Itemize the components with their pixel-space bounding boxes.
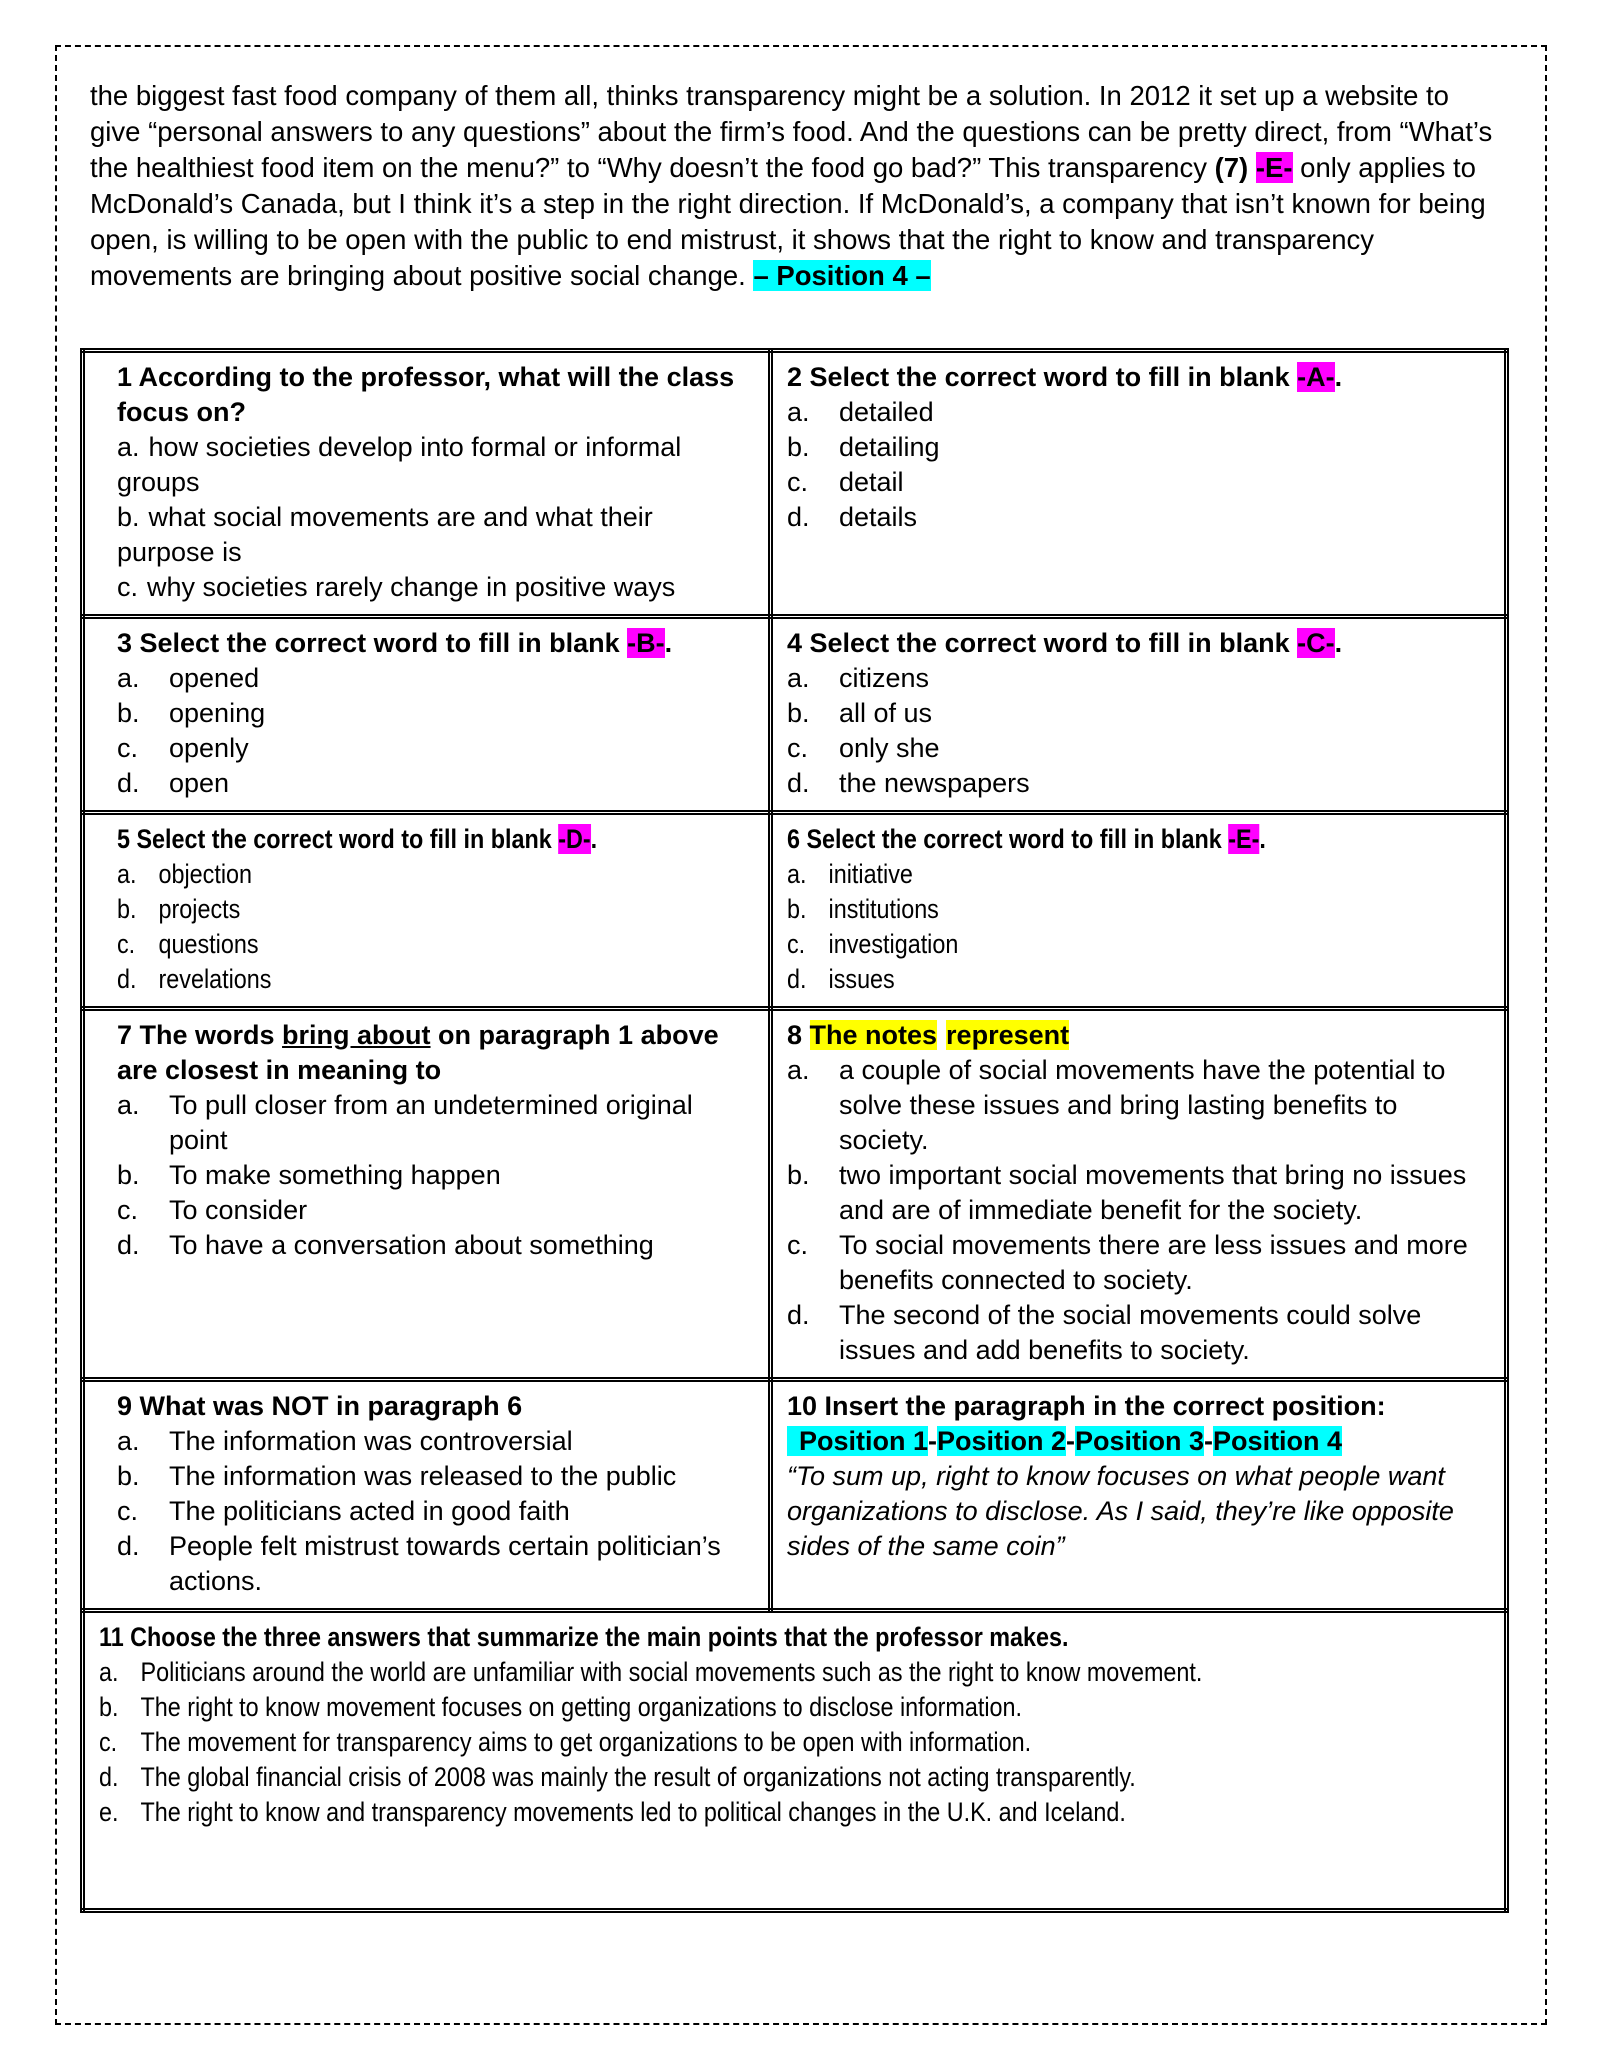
- question-6: [771, 813, 1507, 1009]
- option-text: The information was controversial: [169, 1426, 573, 1456]
- option-row: [117, 892, 754, 927]
- option-text: To social movements there are less issues and more benefits connected to society.: [839, 1230, 1468, 1295]
- option-row: [787, 465, 1490, 500]
- title-text: 4 Select the correct word to fill in blank: [787, 628, 1298, 658]
- question-9-title: 9 What was NOT in paragraph 6: [117, 1391, 523, 1421]
- option-row: [117, 1459, 754, 1494]
- option-row: [117, 1494, 754, 1529]
- blank-e-highlight: -E-: [1255, 152, 1293, 183]
- question-3: [83, 617, 771, 813]
- table-row: [83, 1611, 1507, 1911]
- position-options-line: [787, 1424, 1490, 1459]
- option-label: e.: [99, 1797, 119, 1827]
- option-label: b.: [117, 1461, 140, 1491]
- option-text: investigation: [828, 929, 959, 959]
- title-text: on paragraph 1 above are closest in meaning to: [117, 1020, 719, 1085]
- summary-quote: “To sum up, right to know focuses on what people want organizations to disclose. As I said, they’re like opposite sides of the same coin”: [787, 1461, 1454, 1561]
- option-row: [117, 500, 754, 570]
- option-row: [99, 1725, 1490, 1760]
- option-text: revelations: [158, 964, 272, 994]
- blank-b-highlight: -B-: [627, 628, 665, 658]
- blank-a-highlight: -A-: [1297, 362, 1335, 392]
- option-label: a.: [787, 663, 810, 693]
- option-label: d.: [117, 1230, 140, 1260]
- question-1-title: 1 According to the professor, what will the class focus on?: [117, 362, 735, 427]
- option-row: [787, 892, 1490, 927]
- position-separator: -: [928, 1426, 938, 1456]
- option-text: opened: [169, 663, 260, 693]
- position-separator: -: [1066, 1426, 1076, 1456]
- title-text: .: [1259, 824, 1266, 854]
- option-text: questions: [158, 929, 259, 959]
- option-row: [117, 731, 754, 766]
- option-text: initiative: [828, 859, 913, 889]
- option-label: d.: [787, 502, 810, 532]
- option-label: d.: [99, 1762, 119, 1792]
- option-row: [787, 661, 1490, 696]
- question-7: [83, 1009, 771, 1380]
- option-label: a.: [117, 663, 140, 693]
- option-text: The global financial crisis of 2008 was mainly the result of organizations not acting transparently.: [140, 1762, 1136, 1792]
- question-8-title: [787, 1018, 1490, 1053]
- option-label: c.: [787, 467, 809, 497]
- option-label: c.: [117, 572, 139, 602]
- question-2-title: [787, 360, 1490, 395]
- option-label: b.: [787, 698, 810, 728]
- option-label: c.: [99, 1727, 118, 1757]
- option-text: institutions: [828, 894, 939, 924]
- option-text: The movement for transparency aims to get organizations to be open with information.: [140, 1727, 1032, 1757]
- option-text: The politicians acted in good faith: [169, 1496, 570, 1526]
- option-label: a.: [787, 397, 810, 427]
- title-text: 3 Select the correct word to fill in blank: [117, 628, 628, 658]
- option-label: c.: [117, 1195, 139, 1225]
- paragraph-number-7: (7): [1214, 152, 1256, 183]
- question-11-title: 11 Choose the three answers that summarize the main points that the professor makes.: [99, 1622, 1069, 1652]
- title-text: 7 The words: [117, 1020, 283, 1050]
- option-text: a couple of social movements have the potential to solve these issues and bring lasting benefits to society.: [839, 1055, 1446, 1155]
- option-row: [787, 1228, 1490, 1298]
- question-5-title: [117, 822, 754, 857]
- question-7-title: [117, 1018, 754, 1088]
- option-text: opening: [169, 698, 266, 728]
- option-row: [787, 731, 1490, 766]
- option-text: projects: [158, 894, 241, 924]
- option-text: detailed: [839, 397, 934, 427]
- option-row: [787, 1298, 1490, 1368]
- intro-paragraph: [90, 78, 1504, 294]
- option-text: why societies rarely change in positive ways: [147, 572, 676, 602]
- question-8: [771, 1009, 1507, 1380]
- option-row: [117, 766, 754, 801]
- position-separator: -: [1204, 1426, 1214, 1456]
- option-text: The right to know and transparency movements led to political changes in the U.K. and Iceland.: [140, 1797, 1126, 1827]
- option-text: To make something happen: [169, 1160, 501, 1190]
- option-label: d.: [117, 768, 140, 798]
- question-1: [83, 351, 771, 617]
- option-text: issues: [828, 964, 895, 994]
- option-label: c.: [117, 1496, 139, 1526]
- table-row: [83, 813, 1507, 1009]
- title-text: .: [1334, 628, 1343, 658]
- option-label: a.: [117, 1090, 140, 1120]
- option-row: [117, 661, 754, 696]
- option-label: b.: [787, 1160, 810, 1190]
- title-text: 2 Select the correct word to fill in blank: [787, 362, 1298, 392]
- bring-about-underlined: bring about: [282, 1020, 431, 1050]
- option-row: [117, 570, 754, 605]
- option-label: c.: [117, 733, 139, 763]
- paragraph-text: the biggest fast food company of them all, thinks transparency might be a solution. In 2012 it set up a website to give “personal answers to any questions” about the firm’s food. And the questions can be pretty direct, from “What’s the healthiest food item on the menu?” to “Why doesn’t the food go bad?” This transparency: [90, 80, 1493, 183]
- option-row: [117, 927, 754, 962]
- option-row: [117, 696, 754, 731]
- option-text: The information was released to the public: [169, 1461, 677, 1491]
- paragraph-text: only applies to McDonald’s Canada, but I think it’s a step in the right direction. If McDonald’s, a company that isn’t known for being open, is willing to be open with the public to end mistrust, it shows that the right to know and transparency movements are bringing about positive social change.: [90, 152, 1486, 291]
- position-4-highlight: Position 4: [1213, 1426, 1343, 1456]
- option-text: openly: [169, 733, 249, 763]
- option-row: [787, 430, 1490, 465]
- option-label: a.: [117, 859, 137, 889]
- option-row: [117, 430, 754, 500]
- option-label: d.: [787, 1300, 810, 1330]
- option-label: b.: [117, 502, 140, 532]
- option-label: b.: [117, 1160, 140, 1190]
- position-2-highlight: Position 2: [937, 1426, 1067, 1456]
- option-text: open: [169, 768, 230, 798]
- option-row: [99, 1655, 1490, 1690]
- option-text: To consider: [169, 1195, 308, 1225]
- option-text: detail: [839, 467, 904, 497]
- option-text: The right to know movement focuses on getting organizations to disclose information.: [140, 1692, 1022, 1722]
- option-text: Politicians around the world are unfamiliar with social movements such as the right to know movement.: [140, 1657, 1203, 1687]
- option-text: all of us: [839, 698, 933, 728]
- position-3-highlight: Position 3: [1075, 1426, 1205, 1456]
- option-text: only she: [839, 733, 940, 763]
- the-notes-highlight: The notes: [809, 1020, 938, 1050]
- option-text: detailing: [839, 432, 940, 462]
- option-row: [117, 1529, 754, 1599]
- option-text: To pull closer from an undetermined original point: [169, 1090, 693, 1155]
- option-row: [117, 962, 754, 997]
- option-text: The second of the social movements could solve issues and add benefits to society.: [839, 1300, 1422, 1365]
- option-row: [787, 857, 1490, 892]
- option-text: details: [839, 502, 918, 532]
- question-6-title: [787, 822, 1490, 857]
- option-row: [787, 500, 1490, 535]
- option-label: d.: [787, 768, 810, 798]
- option-label: b.: [787, 432, 810, 462]
- option-label: a.: [117, 432, 140, 462]
- option-row: [117, 1228, 754, 1263]
- option-text: the newspapers: [839, 768, 1030, 798]
- option-label: a.: [787, 859, 807, 889]
- blank-e-highlight: -E-: [1228, 824, 1260, 854]
- option-text: what social movements are and what their purpose is: [117, 502, 653, 567]
- option-label: d.: [117, 964, 137, 994]
- table-row: [83, 1009, 1507, 1380]
- option-row: [99, 1690, 1490, 1725]
- title-text: 5 Select the correct word to fill in blank: [117, 824, 559, 854]
- option-text: citizens: [839, 663, 930, 693]
- option-text: objection: [158, 859, 253, 889]
- question-10: [771, 1380, 1507, 1611]
- option-row: [117, 1424, 754, 1459]
- question-5: [83, 813, 771, 1009]
- option-row: [117, 1088, 754, 1158]
- question-4: [771, 617, 1507, 813]
- blank-c-highlight: -C-: [1297, 628, 1335, 658]
- option-row: [787, 1053, 1490, 1158]
- table-row: [83, 617, 1507, 813]
- option-label: d.: [117, 1531, 140, 1561]
- option-row: [117, 857, 754, 892]
- title-text: 8: [787, 1020, 810, 1050]
- represent-highlight: represent: [946, 1020, 1070, 1050]
- option-row: [99, 1795, 1490, 1830]
- page-content: [80, 78, 1504, 1913]
- question-2: [771, 351, 1507, 617]
- title-text: .: [590, 824, 598, 854]
- question-4-title: [787, 626, 1490, 661]
- option-row: [787, 696, 1490, 731]
- option-label: c.: [787, 1230, 809, 1260]
- option-label: c.: [787, 929, 806, 959]
- table-row: [83, 351, 1507, 617]
- option-row: [787, 927, 1490, 962]
- option-row: [99, 1760, 1490, 1795]
- question-9: [83, 1380, 771, 1611]
- position-1-highlight: Position 1: [787, 1426, 928, 1456]
- option-row: [787, 766, 1490, 801]
- option-label: b.: [787, 894, 807, 924]
- question-10-title: 10 Insert the paragraph in the correct position:: [787, 1391, 1386, 1421]
- option-row: [787, 962, 1490, 997]
- title-text: 6 Select the correct word to fill in blank: [787, 824, 1229, 854]
- option-label: b.: [117, 894, 137, 924]
- option-label: a.: [787, 1055, 810, 1085]
- option-label: b.: [117, 698, 140, 728]
- position-4-highlight: – Position 4 –: [753, 260, 931, 291]
- option-label: a.: [117, 1426, 140, 1456]
- option-row: [787, 395, 1490, 430]
- option-label: a.: [99, 1657, 119, 1687]
- option-label: b.: [99, 1692, 119, 1722]
- option-row: [787, 1158, 1490, 1228]
- option-row: [117, 1193, 754, 1228]
- questions-table: [80, 348, 1509, 1913]
- option-text: To have a conversation about something: [169, 1230, 654, 1260]
- option-text: People felt mistrust towards certain politician’s actions.: [169, 1531, 721, 1596]
- question-11: [83, 1611, 1507, 1911]
- question-3-title: [117, 626, 754, 661]
- option-text: how societies develop into formal or informal groups: [117, 432, 682, 497]
- table-row: [83, 1380, 1507, 1611]
- blank-d-highlight: -D-: [558, 824, 591, 854]
- title-text: .: [664, 628, 673, 658]
- option-row: [117, 1158, 754, 1193]
- option-text: two important social movements that bring no issues and are of immediate benefit for the society.: [839, 1160, 1467, 1225]
- option-label: c.: [787, 733, 809, 763]
- title-text: .: [1334, 362, 1343, 392]
- option-label: d.: [787, 964, 807, 994]
- option-label: c.: [117, 929, 136, 959]
